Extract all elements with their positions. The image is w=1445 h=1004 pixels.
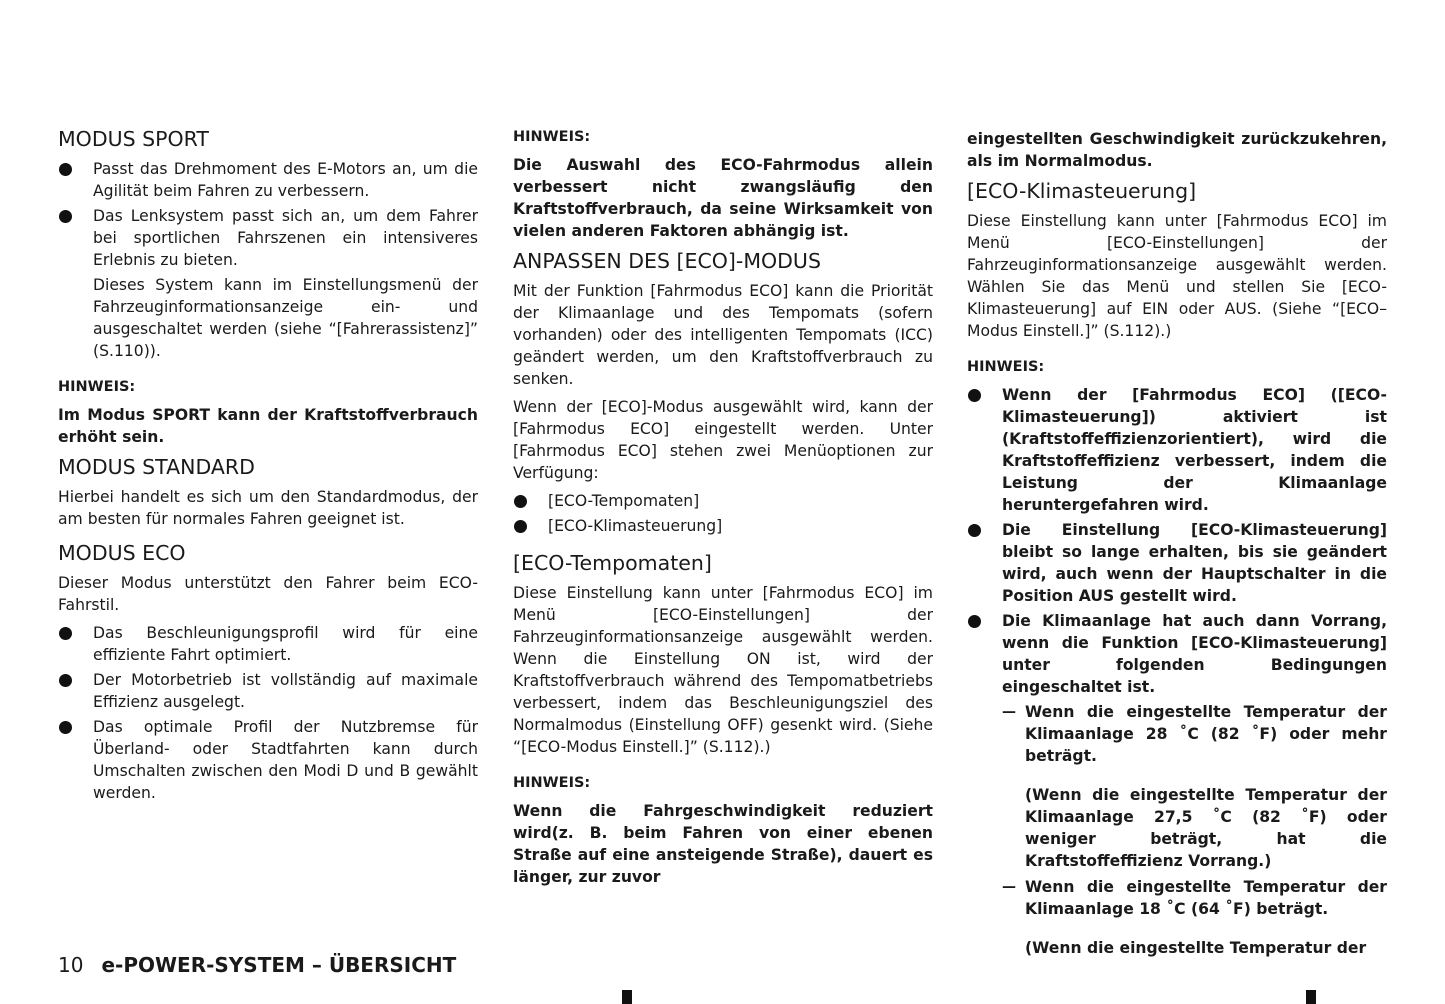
klima-hinweis-list xyxy=(967,384,1387,698)
list-item: Das optimale Profil der Nutzbremse für Überland- oder Stadtfahrten kann durch Umschalten zwischen den Modi D und B gewählt werden. xyxy=(58,716,478,804)
hinweis-label: HINWEIS: xyxy=(513,775,591,791)
list-item: — Wenn die eingestellte Temperatur der Klimaanlage 28 ˚C (82 ˚F) oder mehr beträgt. xyxy=(1002,701,1387,767)
anpassen-paragraph-1: Mit der Funktion [Fahrmodus ECO] kann die Priorität der Klimaanlage und des Tempomats (sofern vorhanden) oder des intelligenten Tempomats (ICC) geändert werden, um den Kraftstoffverbrauch zu senken. xyxy=(513,282,933,388)
heading-eco-tempomaten: [ECO-Tempomaten] xyxy=(513,551,712,575)
list-item: Das Lenksystem passt sich an, um dem Fahrer bei sportlichen Fahrszenen ein intensiveres Erlebnis zu bieten. xyxy=(58,205,478,271)
standard-text: Hierbei handelt es sich um den Standardmodus, der am besten für normales Fahren geeignet ist. xyxy=(58,488,478,528)
list-item: [ECO-Klimasteuerung] xyxy=(513,515,933,537)
list-item: Passt das Drehmoment des E-Motors an, um die Agilität beim Fahren zu verbessern. xyxy=(58,158,478,202)
eco-bullet-list xyxy=(58,622,478,804)
heading-anpassen-eco-modus: ANPASSEN DES [ECO]-MODUS xyxy=(513,249,821,273)
eco-text: Dieser Modus unterstützt den Fahrer beim ECO-Fahrstil. xyxy=(58,574,478,614)
sport-subparagraph: Dieses System kann im Einstellungsmenü der Fahrzeuginformationsanzeige ein- und ausgeschaltet werden (siehe “[Fahrerassistenz]” (S.110)). xyxy=(93,276,478,360)
anpassen-paragraph-2: Wenn der [ECO]-Modus ausgewählt wird, kann der [Fahrmodus ECO] eingestellt werden. Unter [Fahrmodus ECO] stehen zwei Menüoptionen zur Verfügung: xyxy=(513,398,933,482)
column-right xyxy=(967,128,1387,959)
page-number: 10 xyxy=(58,953,84,977)
sport-hinweis-text: Im Modus SPORT kann der Kraftstoffverbrauch erhöht sein. xyxy=(58,406,478,446)
column-middle xyxy=(513,126,933,888)
heading-modus-standard: MODUS STANDARD xyxy=(58,455,255,479)
heading-modus-sport: MODUS SPORT xyxy=(58,127,209,151)
temperature-note: (Wenn die eingestellte Temperatur der Klimaanlage 27,5 ˚C (82 ˚F) oder weniger beträgt, hat die Kraftstoffeffizienz Vorrang.) xyxy=(1025,786,1387,870)
temperature-conditions-list xyxy=(1002,876,1387,920)
continued-text: eingestellten Geschwindigkeit zurückzukehren, als im Normalmodus. xyxy=(967,130,1387,170)
klima-paragraph: Diese Einstellung kann unter [Fahrmodus ECO] im Menü [ECO-Einstellungen] der Fahrzeuginformationsanzeige ausgewählt werden. Wählen Sie das Menü und stellen Sie [ECO-Klimasteuerung] auf EIN oder AUS. (Siehe “[ECO–Modus Einstell.]” (S.112).) xyxy=(967,212,1387,340)
hinweis-label: HINWEIS: xyxy=(58,379,136,395)
list-item: Die Klimaanlage hat auch dann Vorrang, wenn die Funktion [ECO-Klimasteuerung] unter folgenden Bedingungen eingeschaltet ist. xyxy=(967,610,1387,698)
temperature-note: (Wenn die eingestellte Temperatur der xyxy=(1025,939,1367,957)
menu-options-list xyxy=(513,490,933,537)
list-item: Die Einstellung [ECO-Klimasteuerung] bleibt so lange erhalten, bis sie geändert wird, auch wenn der Hauptschalter in die Position AUS gestellt wird. xyxy=(967,519,1387,607)
page-footer xyxy=(58,952,456,978)
list-item: Wenn der [Fahrmodus ECO] ([ECO-Klimasteuerung]) aktiviert ist (Kraftstoffeffizienzorientiert), wird die Kraftstoffeffizienz verbessert, indem die Leistung der Klimaanlage heruntergefahren wird. xyxy=(967,384,1387,516)
hinweis-label: HINWEIS: xyxy=(967,359,1045,375)
list-item: — Wenn die eingestellte Temperatur der Klimaanlage 18 ˚C (64 ˚F) beträgt. xyxy=(1002,876,1387,920)
eco-hinweis-text: Die Auswahl des ECO-Fahrmodus allein verbessert nicht zwangsläufig den Kraftstoffverbrauch, da seine Wirksamkeit von vielen anderen Faktoren abhängig ist. xyxy=(513,156,933,240)
list-item: Der Motorbetrieb ist vollständig auf maximale Effizienz ausgelegt. xyxy=(58,669,478,713)
column-left xyxy=(58,126,478,807)
crop-mark xyxy=(622,990,632,1004)
heading-eco-klimasteuerung: [ECO-Klimasteuerung] xyxy=(967,179,1197,203)
crop-mark xyxy=(1306,990,1316,1004)
sport-bullet-list xyxy=(58,158,478,271)
section-title: e-POWER-SYSTEM – ÜBERSICHT xyxy=(101,953,457,977)
tempomaten-hinweis-text: Wenn die Fahrgeschwindigkeit reduziert wird(z. B. beim Fahren von einer ebenen Straße auf eine ansteigende Straße), dauert es länger, zur zuvor xyxy=(513,802,933,886)
list-item: Das Beschleunigungsprofil wird für eine effiziente Fahrt optimiert. xyxy=(58,622,478,666)
tempomaten-paragraph: Diese Einstellung kann unter [Fahrmodus ECO] im Menü [ECO-Einstellungen] der Fahrzeuginformationsanzeige ausgewählt werden. Wenn die Einstellung ON ist, wird der Kraftstoffverbrauch während des Tempomatbetriebs verbessert, indem das Beschleunigungsziel des Normalmodus (Einstellung OFF) gesenkt wird. (Siehe “[ECO-Modus Einstell.]” (S.112).) xyxy=(513,584,933,756)
temperature-conditions-list xyxy=(1002,701,1387,767)
heading-modus-eco: MODUS ECO xyxy=(58,541,186,565)
list-item: [ECO-Tempomaten] xyxy=(513,490,933,512)
hinweis-label: HINWEIS: xyxy=(513,129,591,145)
